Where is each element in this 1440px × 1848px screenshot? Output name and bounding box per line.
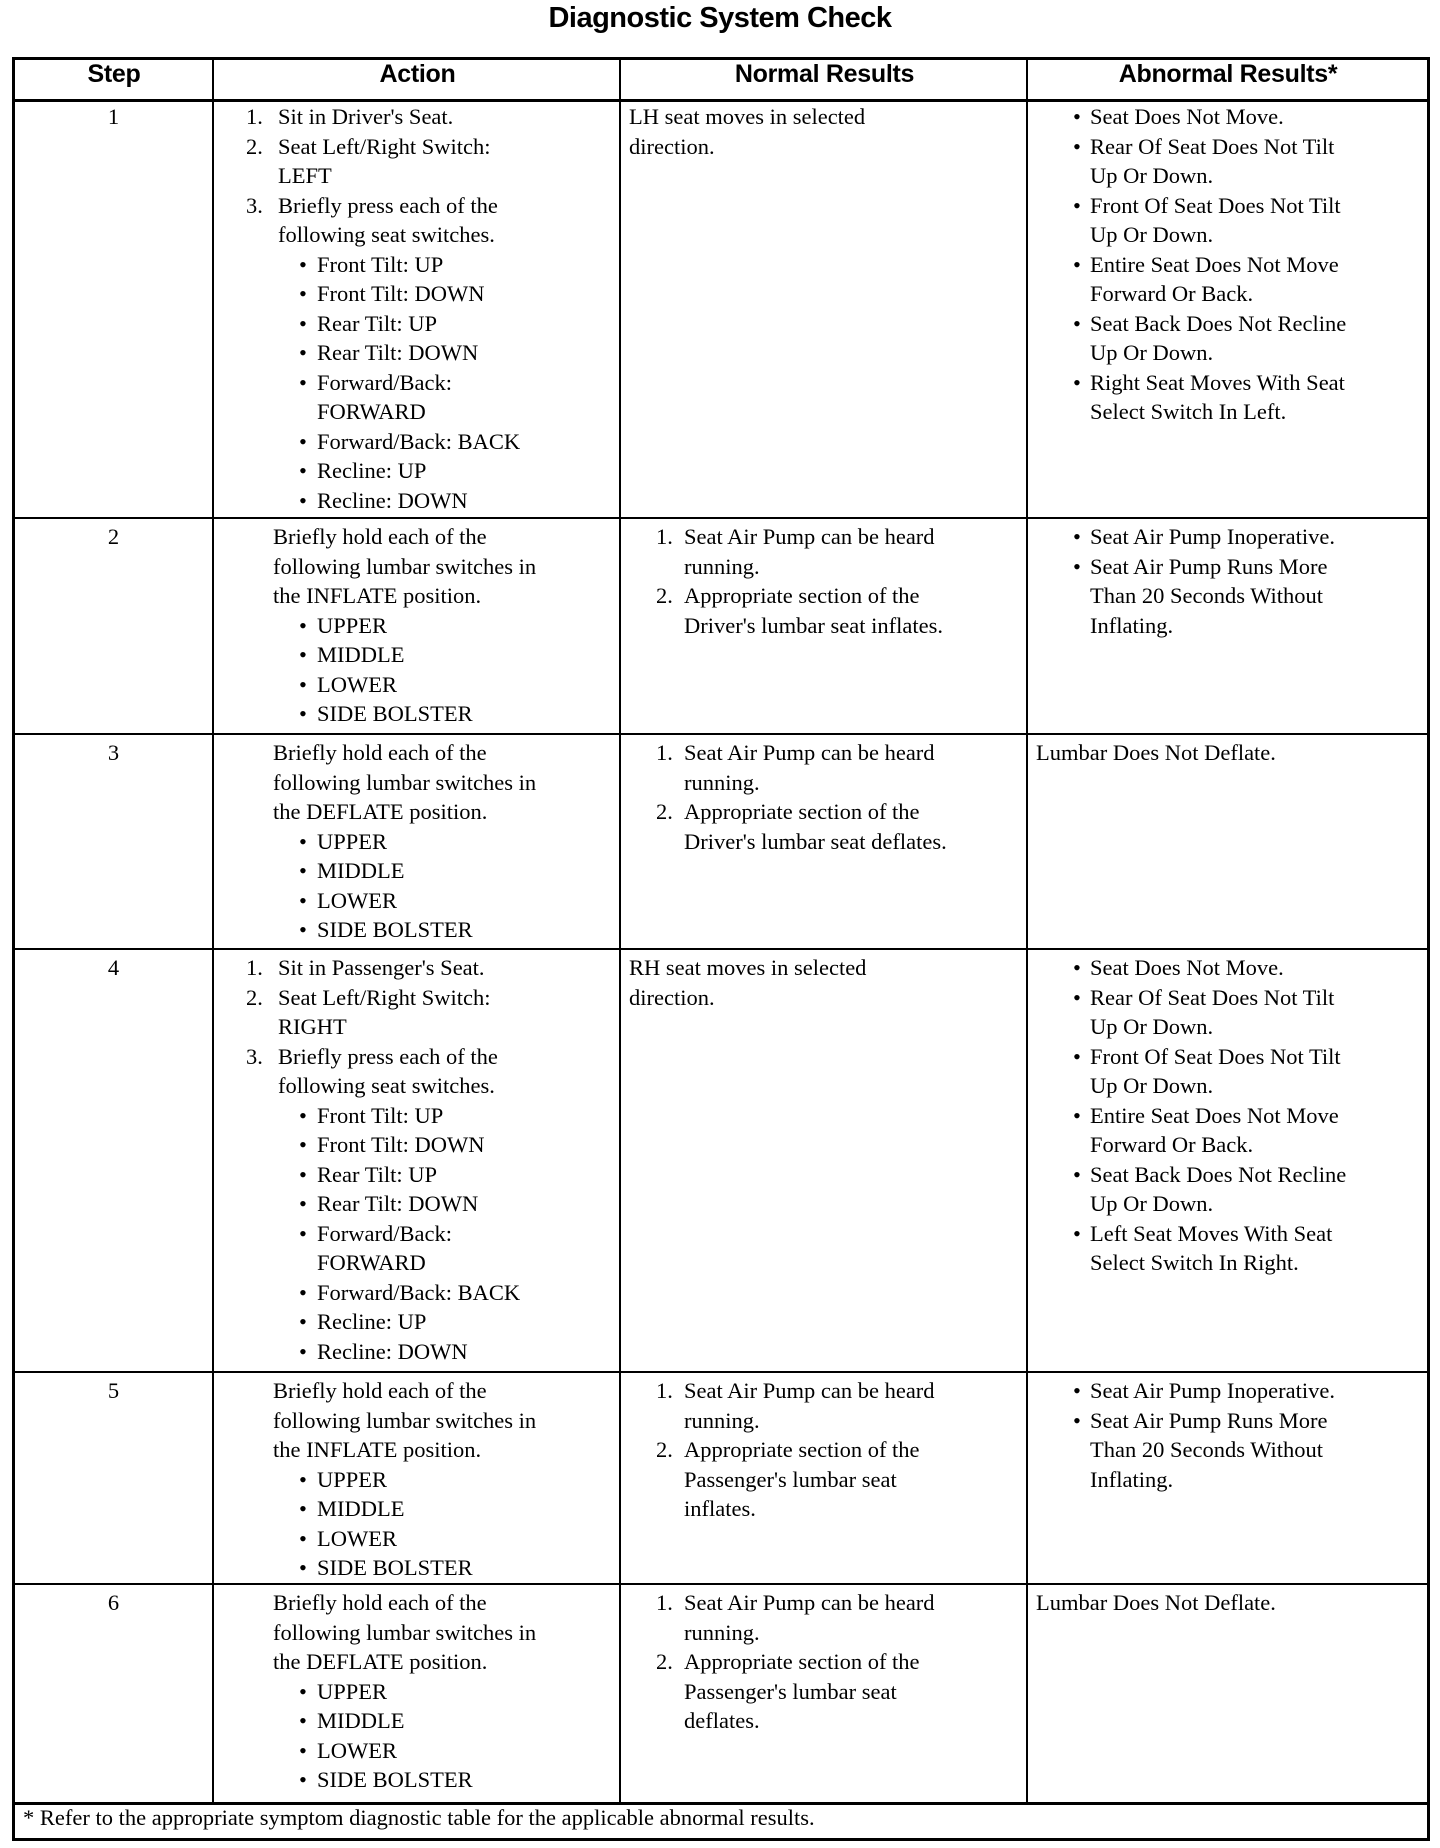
bullet-icon: • xyxy=(1073,955,1081,980)
bullet-icon: • xyxy=(1073,310,1081,336)
action-text: LOWER xyxy=(317,1737,397,1763)
abnormal-text: Inflating. xyxy=(1090,1466,1174,1492)
action-text: the INFLATE position. xyxy=(273,1437,482,1462)
action-text: UPPER xyxy=(317,612,388,638)
header-abnormal-results: Abnormal Results* xyxy=(1118,60,1338,88)
action-text: Rear Tilt: UP xyxy=(317,1161,438,1187)
action-text: Forward/Back: BACK xyxy=(317,1279,521,1305)
bullet-icon: • xyxy=(1073,524,1081,549)
column-divider xyxy=(619,60,621,1803)
action-text: MIDDLE xyxy=(317,642,405,667)
normal-text: running. xyxy=(684,1407,760,1433)
bullet-icon: • xyxy=(299,281,307,306)
action-text: SIDE BOLSTER xyxy=(317,917,473,942)
bullet-icon: • xyxy=(299,701,307,726)
list-number: 1. xyxy=(656,1378,673,1403)
action-text: Recline: DOWN xyxy=(317,1338,468,1364)
action-text: Front Tilt: UP xyxy=(317,251,444,277)
normal-text: LH seat moves in selected xyxy=(629,104,866,129)
action-text: Sit in Passenger's Seat. xyxy=(278,955,485,980)
header-action: Action xyxy=(379,60,456,88)
abnormal-text: Than 20 Seconds Without xyxy=(1090,583,1324,608)
bullet-icon: • xyxy=(299,1338,307,1364)
action-text: following lumbar switches in xyxy=(273,1619,537,1645)
bullet-icon: • xyxy=(299,1279,307,1305)
normal-text: Appropriate section of the xyxy=(684,1649,920,1674)
table-row xyxy=(15,735,1427,950)
abnormal-text: Up Or Down. xyxy=(1090,222,1214,247)
action-text: Briefly hold each of the xyxy=(273,740,487,765)
abnormal-text: Right Seat Moves With Seat xyxy=(1090,369,1345,395)
abnormal-text: Seat Air Pump Inoperative. xyxy=(1090,524,1335,549)
action-text: Forward/Back: xyxy=(317,1220,452,1246)
bullet-icon: • xyxy=(1073,1407,1081,1433)
bullet-icon: • xyxy=(299,1555,307,1580)
list-number: 1. xyxy=(656,524,673,549)
abnormal-text: Select Switch In Left. xyxy=(1090,399,1287,424)
list-number: 2. xyxy=(656,799,673,824)
abnormal-text: Seat Air Pump Runs More xyxy=(1090,553,1328,579)
action-text: the DEFLATE position. xyxy=(273,1649,488,1674)
normal-text: Appropriate section of the xyxy=(684,583,920,608)
table-row xyxy=(15,1373,1427,1585)
step-number: 2 xyxy=(107,524,120,549)
column-divider xyxy=(212,60,214,1803)
bullet-icon: • xyxy=(1073,1043,1081,1069)
bullet-icon: • xyxy=(299,887,307,913)
abnormal-text: Front Of Seat Does Not Tilt xyxy=(1090,1043,1341,1069)
action-text: Forward/Back: BACK xyxy=(317,428,521,454)
normal-text: Passenger's lumbar seat xyxy=(684,1678,897,1704)
abnormal-text: Seat Does Not Move. xyxy=(1090,955,1284,980)
action-text: UPPER xyxy=(317,828,388,854)
bullet-icon: • xyxy=(299,428,307,454)
normal-text: Seat Air Pump can be heard xyxy=(684,1590,935,1615)
bullet-icon: • xyxy=(299,671,307,697)
bullet-icon: • xyxy=(299,917,307,942)
normal-text: Appropriate section of the xyxy=(684,799,920,824)
action-text: Briefly press each of the xyxy=(278,192,498,218)
step-number: 4 xyxy=(107,955,120,980)
bullet-icon: • xyxy=(299,1466,307,1492)
abnormal-text: Entire Seat Does Not Move xyxy=(1090,1102,1339,1128)
bullet-icon: • xyxy=(299,1496,307,1521)
bullet-icon: • xyxy=(1073,1378,1081,1403)
action-text: UPPER xyxy=(317,1466,388,1492)
bullet-icon: • xyxy=(299,642,307,667)
bullet-icon: • xyxy=(299,828,307,854)
header-step: Step xyxy=(87,60,141,88)
abnormal-text: Entire Seat Does Not Move xyxy=(1090,251,1339,277)
list-number: 1. xyxy=(246,104,263,129)
bullet-icon: • xyxy=(1073,1161,1081,1187)
bullet-icon: • xyxy=(1073,133,1081,159)
normal-text: Seat Air Pump can be heard xyxy=(684,740,935,765)
action-text: following lumbar switches in xyxy=(273,1407,537,1433)
bullet-icon: • xyxy=(299,1102,307,1128)
action-text: MIDDLE xyxy=(317,1708,405,1733)
table-header xyxy=(15,60,1427,102)
action-text: following seat switches. xyxy=(278,1073,495,1098)
normal-text: running. xyxy=(684,553,760,579)
normal-text: inflates. xyxy=(684,1496,756,1521)
abnormal-text: Up Or Down. xyxy=(1090,1191,1214,1216)
action-text: LOWER xyxy=(317,887,397,913)
action-text: Recline: DOWN xyxy=(317,487,468,513)
abnormal-text: Lumbar Does Not Deflate. xyxy=(1036,1590,1276,1615)
bullet-icon: • xyxy=(299,1678,307,1704)
abnormal-text: Up Or Down. xyxy=(1090,1073,1214,1098)
action-text: following lumbar switches in xyxy=(273,553,537,579)
action-text: the DEFLATE position. xyxy=(273,799,488,824)
bullet-icon: • xyxy=(299,1708,307,1733)
action-text: RIGHT xyxy=(278,1014,347,1039)
action-text: MIDDLE xyxy=(317,858,405,883)
table-row xyxy=(15,519,1427,735)
bullet-icon: • xyxy=(1073,369,1081,395)
action-text: SIDE BOLSTER xyxy=(317,1555,473,1580)
action-text: Seat Left/Right Switch: xyxy=(278,133,491,159)
list-number: 3. xyxy=(246,192,263,218)
normal-text: running. xyxy=(684,769,760,795)
list-number: 2. xyxy=(656,1437,673,1462)
normal-text: direction. xyxy=(629,984,715,1010)
step-number: 3 xyxy=(107,740,120,765)
list-number: 1. xyxy=(656,740,673,765)
action-text: LEFT xyxy=(278,163,332,188)
table-row xyxy=(15,1585,1427,1805)
bullet-icon: • xyxy=(299,1191,307,1216)
footnote: * Refer to the appropriate symptom diagnostic table for the applicable abnormal results. xyxy=(15,1802,1427,1838)
abnormal-text: Seat Air Pump Runs More xyxy=(1090,1407,1328,1433)
bullet-icon: • xyxy=(1073,1102,1081,1128)
action-text: SIDE BOLSTER xyxy=(317,701,473,726)
normal-text: RH seat moves in selected xyxy=(629,955,867,980)
abnormal-text: Forward Or Back. xyxy=(1090,1132,1254,1157)
abnormal-text: Rear Of Seat Does Not Tilt xyxy=(1090,133,1335,159)
normal-text: Appropriate section of the xyxy=(684,1437,920,1462)
action-text: LOWER xyxy=(317,671,397,697)
table-row xyxy=(15,950,1427,1373)
action-text: following lumbar switches in xyxy=(273,769,537,795)
bullet-icon: • xyxy=(299,1220,307,1246)
bullet-icon: • xyxy=(1073,1220,1081,1246)
list-number: 2. xyxy=(656,1649,673,1674)
action-text: Forward/Back: xyxy=(317,369,452,395)
list-number: 1. xyxy=(656,1590,673,1615)
bullet-icon: • xyxy=(299,1309,307,1334)
normal-text: Driver's lumbar seat deflates. xyxy=(684,828,947,854)
action-text: LOWER xyxy=(317,1525,397,1551)
list-number: 3. xyxy=(246,1043,263,1069)
action-text: MIDDLE xyxy=(317,1496,405,1521)
abnormal-text: Inflating. xyxy=(1090,612,1174,638)
action-text: Rear Tilt: UP xyxy=(317,310,438,336)
abnormal-text: Up Or Down. xyxy=(1090,163,1214,188)
abnormal-text: Front Of Seat Does Not Tilt xyxy=(1090,192,1341,218)
action-text: FORWARD xyxy=(317,1250,426,1275)
action-text: Front Tilt: UP xyxy=(317,1102,444,1128)
bullet-icon: • xyxy=(299,340,307,365)
action-text: Front Tilt: DOWN xyxy=(317,1132,485,1157)
bullet-icon: • xyxy=(1073,553,1081,579)
action-text: Rear Tilt: DOWN xyxy=(317,340,479,365)
step-number: 6 xyxy=(107,1590,120,1615)
action-text: Briefly hold each of the xyxy=(273,1590,487,1615)
normal-text: running. xyxy=(684,1619,760,1645)
normal-text: Driver's lumbar seat inflates. xyxy=(684,612,943,638)
abnormal-text: Rear Of Seat Does Not Tilt xyxy=(1090,984,1335,1010)
action-text: Rear Tilt: DOWN xyxy=(317,1191,479,1216)
bullet-icon: • xyxy=(299,1525,307,1551)
abnormal-text: Seat Does Not Move. xyxy=(1090,104,1284,129)
normal-text: direction. xyxy=(629,133,715,159)
list-number: 2. xyxy=(246,133,263,159)
bullet-icon: • xyxy=(1073,104,1081,129)
bullet-icon: • xyxy=(299,251,307,277)
action-text: following seat switches. xyxy=(278,222,495,247)
action-text: Briefly hold each of the xyxy=(273,524,487,549)
bullet-icon: • xyxy=(299,369,307,395)
header-normal-results: Normal Results xyxy=(734,60,915,88)
list-number: 1. xyxy=(246,955,263,980)
column-divider xyxy=(1026,60,1028,1803)
normal-text: deflates. xyxy=(684,1708,760,1733)
abnormal-text: Seat Air Pump Inoperative. xyxy=(1090,1378,1335,1403)
abnormal-text: Select Switch In Right. xyxy=(1090,1250,1299,1275)
bullet-icon: • xyxy=(1073,984,1081,1010)
action-text: the INFLATE position. xyxy=(273,583,482,608)
step-number: 5 xyxy=(107,1378,120,1403)
action-text: Briefly hold each of the xyxy=(273,1378,487,1403)
list-number: 2. xyxy=(656,583,673,608)
normal-text: Seat Air Pump can be heard xyxy=(684,1378,935,1403)
abnormal-text: Left Seat Moves With Seat xyxy=(1090,1220,1333,1246)
action-text: Recline: UP xyxy=(317,1309,427,1334)
page-title: Diagnostic System Check xyxy=(548,2,892,34)
action-text: Briefly press each of the xyxy=(278,1043,498,1069)
bullet-icon: • xyxy=(299,1767,307,1792)
step-number: 1 xyxy=(107,104,120,129)
bullet-icon: • xyxy=(299,858,307,883)
action-text: Front Tilt: DOWN xyxy=(317,281,485,306)
bullet-icon: • xyxy=(299,487,307,513)
action-text: Recline: UP xyxy=(317,458,427,483)
abnormal-text: Forward Or Back. xyxy=(1090,281,1254,306)
bullet-icon: • xyxy=(299,612,307,638)
abnormal-text: Lumbar Does Not Deflate. xyxy=(1036,740,1276,765)
bullet-icon: • xyxy=(299,458,307,483)
abnormal-text: Seat Back Does Not Recline xyxy=(1090,310,1347,336)
diagnostic-table xyxy=(12,57,1430,1841)
bullet-icon: • xyxy=(299,1737,307,1763)
action-text: Seat Left/Right Switch: xyxy=(278,984,491,1010)
action-text: UPPER xyxy=(317,1678,388,1704)
bullet-icon: • xyxy=(1073,251,1081,277)
normal-text: Seat Air Pump can be heard xyxy=(684,524,935,549)
table-row xyxy=(15,99,1427,519)
abnormal-text: Seat Back Does Not Recline xyxy=(1090,1161,1347,1187)
bullet-icon: • xyxy=(299,310,307,336)
abnormal-text: Than 20 Seconds Without xyxy=(1090,1437,1324,1462)
abnormal-text: Up Or Down. xyxy=(1090,340,1214,365)
bullet-icon: • xyxy=(1073,192,1081,218)
action-text: FORWARD xyxy=(317,399,426,424)
bullet-icon: • xyxy=(299,1132,307,1157)
normal-text: Passenger's lumbar seat xyxy=(684,1466,897,1492)
action-text: Sit in Driver's Seat. xyxy=(278,104,454,129)
bullet-icon: • xyxy=(299,1161,307,1187)
abnormal-text: Up Or Down. xyxy=(1090,1014,1214,1039)
list-number: 2. xyxy=(246,984,263,1010)
action-text: SIDE BOLSTER xyxy=(317,1767,473,1792)
